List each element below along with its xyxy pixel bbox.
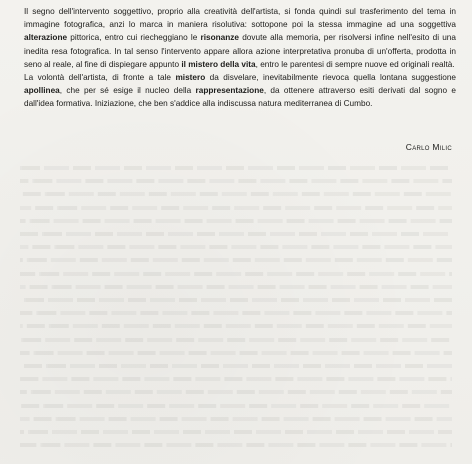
emphasis-text: alterazione <box>24 33 68 43</box>
show-through-line <box>20 206 452 210</box>
show-through-line <box>20 258 452 262</box>
emphasis-text: mistero <box>175 73 206 83</box>
text-run: pittorica, entro cui riecheggiano le <box>67 33 201 43</box>
text-run: dovute alla memoria, per risolversi infine nell'esito di una inedita resa fotografica. In tal senso l'intervento appare allora azione interpretativa pronuba di un'offerta, prodotta in seno al reale, al fine di dispiegare appunto <box>24 33 456 69</box>
show-through-line <box>20 179 452 183</box>
emphasis-text: apollinea <box>24 86 60 96</box>
text-run: , da ottenere attraverso esiti derivati dal sogno e dall'idea formativa. Iniziazione, che ben s'addice alla indiscussa natura mediterranea di Cumbo. <box>24 86 457 109</box>
text-run: La volontà dell'artista, di fronte a tale <box>24 73 176 83</box>
show-through-line <box>20 298 452 302</box>
show-through-line <box>20 404 452 408</box>
text-run: , entro le parentesi di sempre nuove ed originali realtà. <box>255 59 455 69</box>
text-run: , che per sé esige il nucleo della <box>59 86 196 96</box>
show-through-line <box>20 443 452 447</box>
show-through-line <box>20 272 452 276</box>
show-through-line <box>20 351 452 355</box>
show-through-line <box>20 219 452 223</box>
show-through-line <box>20 364 452 368</box>
show-through-line <box>20 338 452 342</box>
show-through-line <box>20 311 452 315</box>
show-through-line <box>20 377 452 381</box>
author-signature: Carlo Milic <box>405 142 452 152</box>
emphasis-text: risonanze <box>200 33 239 43</box>
show-through-line <box>20 390 452 394</box>
show-through-line <box>20 285 452 289</box>
show-through-line <box>20 192 452 196</box>
show-through-line <box>20 245 452 249</box>
body-text <box>24 5 456 111</box>
show-through-line <box>20 232 452 236</box>
emphasis-text: il mistero della vita <box>181 59 256 69</box>
show-through-line <box>20 417 452 421</box>
emphasis-text: rappresentazione <box>195 86 264 96</box>
show-through-line <box>20 324 452 328</box>
paragraph-1 <box>24 5 456 71</box>
show-through-line <box>20 166 452 170</box>
text-run: Il segno dell'intervento soggettivo, proprio alla creatività dell'artista, si fonda quindi sul trasferimento del tema in immagine fotografica, anzi lo marca in maniera risolutiva: sottopone poi la stessa immagine ad una soggettiva <box>24 7 456 30</box>
show-through-line <box>20 430 452 434</box>
paragraph-2 <box>24 71 456 111</box>
text-run: da disvelare, inevitabilmente rievoca quella lontana suggestione <box>205 73 456 83</box>
